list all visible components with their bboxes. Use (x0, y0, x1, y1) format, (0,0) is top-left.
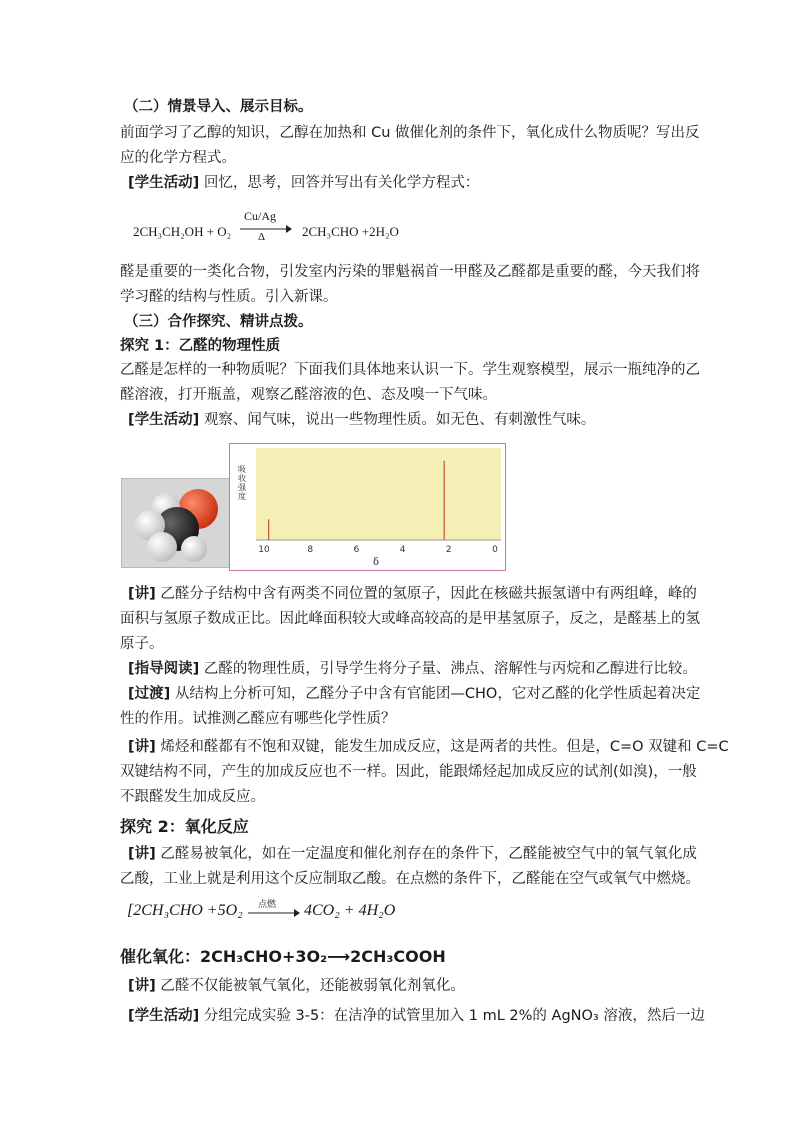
student-activity (128, 173, 479, 193)
spectrum-ylabel: 收 (238, 474, 246, 483)
spectrum-xlabel: δ (372, 557, 380, 568)
section3-heading: （三）合作探究、精讲点拨。 (124, 314, 313, 330)
reaction-arrow-icon (240, 224, 292, 234)
lecture-paragraph (128, 737, 729, 757)
lecture-text: 乙醛不仅能被氧气氧化，还能被弱氧化剂氧化。 (160, 978, 465, 994)
activity-text: 分组完成实验 3-5：在洁净的试管里加入 1 mL 2%的 AgNO₃ 溶液，然后一边 (203, 1008, 705, 1024)
paragraph-line: 面积与氢原子数成正比。因此峰面积较大或峰高较高的是甲基氢原子，反之，是醛基上的氢 (120, 611, 700, 627)
activity-tag: [学生活动] (128, 412, 200, 428)
spectrum-ylabel: 吸 (238, 465, 246, 474)
guided-reading-tag: [指导阅读] (128, 661, 200, 677)
guided-reading (128, 659, 697, 679)
paragraph-line: 应的化学方程式。 (120, 150, 236, 166)
explore1-heading: 探究 1：乙醛的物理性质 (120, 338, 281, 354)
section2-heading: （二）情景导入、展示目标。 (124, 99, 313, 115)
paragraph-line: 醛是重要的一类化合物，引发室内污染的罪魁祸首一甲醛及乙醛都是重要的醛，今天我们将 (120, 264, 700, 280)
spectrum-tick-label: 0 (492, 545, 498, 555)
reaction-arrow-icon (248, 908, 300, 918)
nmr-spectrum (229, 443, 506, 571)
activity-tag: [学生活动] (128, 1008, 200, 1024)
catalytic-oxidation-heading: 催化氧化：2CH₃CHO+3O₂⟶2CH₃COOH (120, 947, 446, 966)
lecture-paragraph (128, 584, 697, 604)
spectrum-tick-label: 6 (353, 545, 360, 555)
student-activity (128, 1006, 705, 1026)
activity-tag: [学生活动] (128, 175, 200, 191)
lecture-text: 乙醛易被氧化，如在一定温度和催化剂存在的条件下，乙醛能被空气中的氧气氧化成 (160, 846, 697, 862)
lecture-paragraph (128, 976, 465, 996)
spectrum-ylabel: 度 (238, 492, 246, 501)
spectrum-tick-label: 8 (307, 545, 314, 555)
spectrum-plot-area (256, 448, 501, 540)
lecture-paragraph (128, 844, 697, 864)
lecture-tag: [讲] (128, 978, 156, 994)
guided-reading-text: 乙醛的物理性质，引导学生将分子量、沸点、溶解性与丙烷和乙醇进行比较。 (203, 661, 697, 677)
paragraph-line: 醛溶液，打开瓶盖，观察乙醛溶液的色、态及嗅一下气味。 (120, 387, 497, 403)
spectrum-tick-label: 4 (399, 545, 406, 555)
paragraph-line: 乙酸，工业上就是利用这个反应制取乙酸。在点燃的条件下，乙醛能在空气或氧气中燃烧。 (120, 871, 700, 887)
paragraph-line: 乙醛是怎样的一种物质呢？下面我们具体地来认识一下。学生观察模型，展示一瓶纯净的乙 (120, 362, 700, 378)
lecture-text: 烯烃和醛都有不饱和双键，能发生加成反应，这是两者的共性。但是，C=O 双键和 C=C (160, 739, 729, 755)
student-activity (128, 410, 595, 430)
lecture-tag: [讲] (128, 846, 156, 862)
equation-condition-top: Cu/Ag (244, 209, 277, 223)
explore2-heading: 探究 2：氧化反应 (120, 817, 249, 836)
lecture-text: 乙醛分子结构中含有两类不同位置的氢原子，因此在核磁共振氢谱中有两组峰，峰的 (160, 586, 697, 602)
transition-tag: [过渡] (128, 686, 171, 702)
molecule-icon (122, 479, 230, 567)
transition-text: 从结构上分析可知，乙醛分子中含有官能团—CHO，它对乙醛的化学性质起着决定 (174, 686, 701, 702)
activity-text: 观察、闻气味，说出一些物理性质。如无色、有刺激性气味。 (203, 412, 596, 428)
equation-left: 2CH₃CH₂OH + O₂ (133, 224, 232, 239)
paragraph-line: 不跟醛发生加成反应。 (120, 789, 265, 805)
acetaldehyde-molecule-model (121, 478, 231, 568)
nmr-spectrum-plot (230, 444, 505, 570)
paragraph-line: 性的作用。试推测乙醛应有哪些化学性质？ (120, 711, 396, 727)
paragraph-line: 前面学习了乙醇的知识，乙醇在加热和 Cu 做催化剂的条件下，氧化成什么物质呢？写出反 (120, 125, 700, 141)
combustion-equation-left: [2CH₃CHO +5O₂ (127, 902, 243, 919)
combustion-condition: 点燃 (258, 899, 277, 909)
paragraph-line: 原子。 (120, 636, 164, 652)
activity-text: 回忆，思考，回答并写出有关化学方程式： (203, 175, 480, 191)
paragraph-line: 学习醛的结构与性质。引入新课。 (120, 289, 338, 305)
transition-paragraph (128, 684, 700, 704)
paragraph-line: 双键结构不同，产生的加成反应也不一样。因此，能跟烯烃起加成反应的试剂(如溴)，一般 (120, 764, 697, 780)
combustion-equation-right: 4CO₂ + 4H₂O (304, 902, 396, 919)
spectrum-ylabel: 强 (238, 483, 246, 492)
lecture-tag: [讲] (128, 739, 156, 755)
spectrum-tick-label: 10 (258, 545, 270, 555)
lecture-tag: [讲] (128, 586, 156, 602)
spectrum-tick-label: 2 (445, 545, 452, 555)
equation-right: 2CH₃CHO +2H₂O (302, 224, 399, 239)
equation-condition-bottom: Δ (258, 231, 266, 243)
